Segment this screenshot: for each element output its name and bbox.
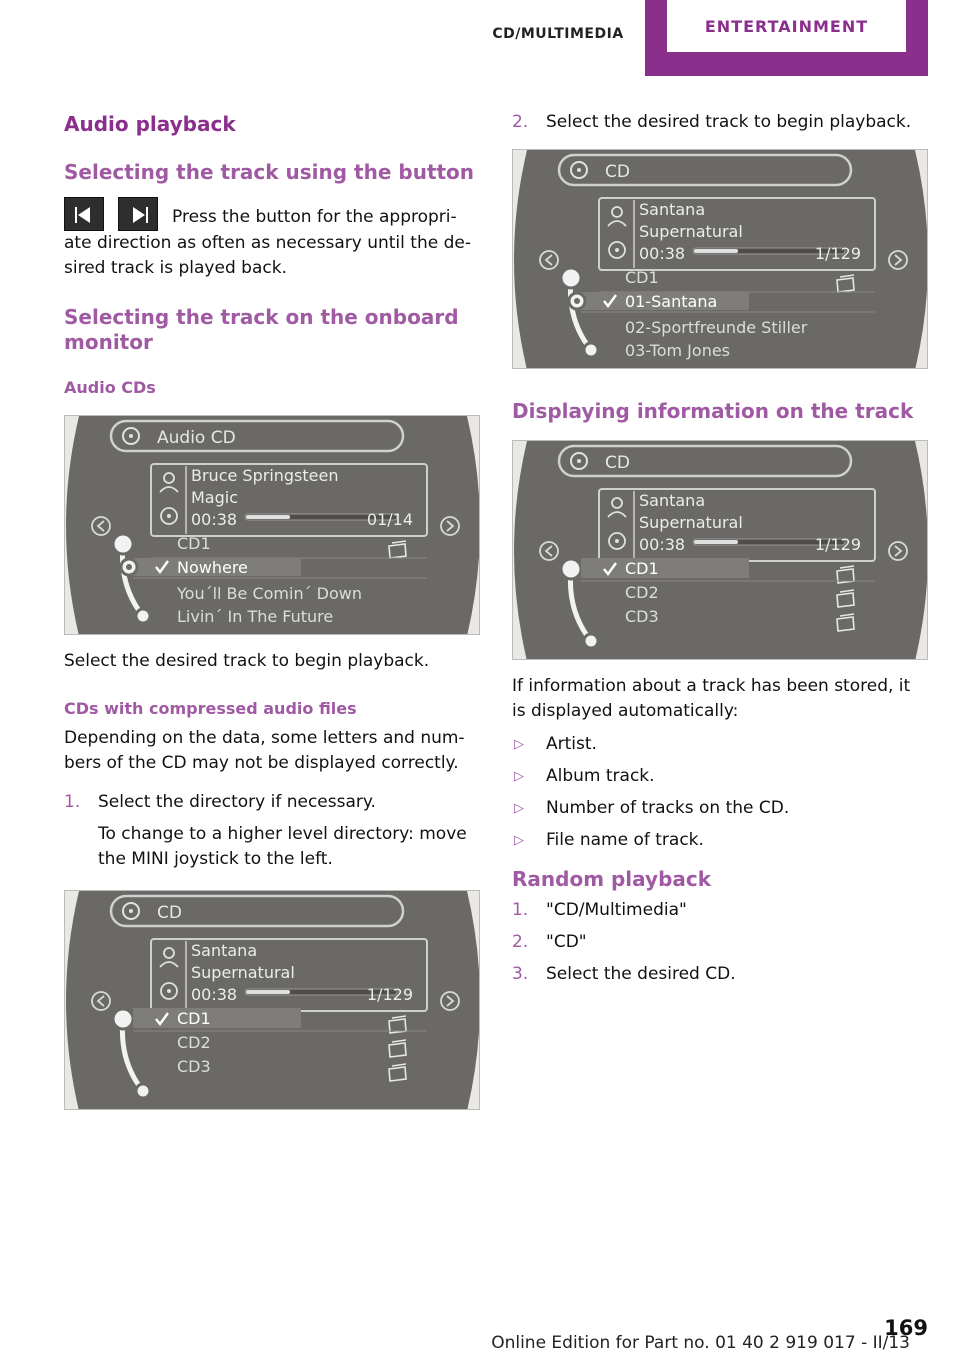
- list-row: 03-Tom Jones: [625, 341, 731, 360]
- heading-compressed: CDs with compressed audio files: [64, 699, 357, 718]
- screen-count: 1/129: [814, 535, 861, 554]
- screen-cd-info: [512, 440, 928, 660]
- heading-select-onboard: Selecting the track on the onboard monitor: [64, 305, 459, 354]
- progress-fill: [694, 249, 738, 253]
- step-number: 1.: [512, 900, 529, 920]
- screen-album: Magic: [191, 488, 239, 507]
- screen-count: 01/14: [366, 510, 413, 529]
- footer-edition: Online Edition for Part no. 01 40 2 919 017 - II/13: [491, 1333, 910, 1353]
- bullet-marker-icon: ▷: [514, 769, 524, 784]
- bullet-item: [512, 764, 928, 789]
- screen-artist: Santana: [639, 491, 706, 510]
- list-row: CD3: [625, 607, 659, 626]
- step-text: Select the desired track to begin playback.: [546, 112, 912, 132]
- list-row: You´ll Be Comin´ Down: [177, 584, 363, 603]
- list-row: Livin´ In The Future: [177, 607, 334, 626]
- step-number: 2.: [512, 932, 529, 952]
- steps-list-left: [64, 790, 480, 872]
- screen-album: Supernatural: [191, 963, 295, 982]
- step-item: [512, 898, 928, 923]
- step-number: 3.: [512, 964, 529, 984]
- info-text: If information about a track has been stored, it is displayed automatically:: [512, 676, 911, 721]
- step-text: Select the directory if necessary.: [98, 792, 376, 812]
- screen-artist: Santana: [639, 200, 706, 219]
- screen-audio-cd: [64, 415, 480, 635]
- list-row-selected: 01-Santana: [625, 292, 718, 311]
- step-text: "CD/Multimedia": [546, 900, 687, 920]
- screen-title: CD: [605, 453, 630, 473]
- selection-highlight: [581, 558, 749, 578]
- random-steps: [512, 898, 928, 987]
- bullet-marker-icon: ▷: [514, 801, 524, 816]
- step-item: [512, 110, 928, 135]
- screen-time: 00:38: [191, 510, 238, 529]
- bullet-item: [512, 796, 928, 821]
- screen-album: Supernatural: [639, 222, 743, 241]
- bullet-item: [512, 732, 928, 757]
- screen-album: Supernatural: [639, 513, 743, 532]
- screen-time: 00:38: [639, 535, 686, 554]
- button-instruction: [64, 203, 480, 281]
- progress-fill: [246, 515, 290, 519]
- bullet-text: Number of tracks on the CD.: [546, 798, 790, 818]
- step-text: Select the desired CD.: [546, 964, 736, 984]
- list-row: CD3: [177, 1057, 211, 1076]
- screen-count: 1/129: [366, 985, 413, 1004]
- bullet-item: [512, 828, 928, 853]
- chapter-tab: [645, 0, 928, 76]
- step-text: "CD": [546, 932, 587, 952]
- screen-title: Audio CD: [157, 428, 236, 448]
- screen-time: 00:38: [191, 985, 238, 1004]
- right-column: [512, 110, 928, 994]
- list-row: CD1: [625, 268, 659, 287]
- button-instruction-text: Press the button for the appropri-ate direction as often as necessary until the de-sired track is played back.: [64, 207, 471, 278]
- screen-title: CD: [157, 903, 182, 923]
- step-number: 2.: [512, 112, 529, 132]
- chapter-tab-label: ENTERTAINMENT: [667, 0, 906, 52]
- info-bullets: [512, 732, 928, 853]
- left-column: [64, 110, 480, 1110]
- compressed-text: Depending on the data, some letters and num-bers of the CD may not be displayed correctly.: [64, 728, 465, 773]
- screen-artist: Santana: [191, 941, 258, 960]
- bullet-marker-icon: ▷: [514, 833, 524, 848]
- screen-count: 1/129: [814, 244, 861, 263]
- screen-cd-directory: [64, 890, 480, 1110]
- heading-select-button: Selecting the track using the button: [64, 160, 475, 184]
- previous-track-icon: [64, 197, 104, 231]
- list-row: 02-Sportfreunde Stiller: [625, 318, 808, 337]
- bullet-text: Album track.: [546, 766, 655, 786]
- step-subtext: To change to a higher level directory: move the MINI joystick to the left.: [98, 824, 467, 869]
- list-row-selected: CD1: [625, 559, 659, 578]
- list-row: CD2: [625, 583, 659, 602]
- list-row: CD1: [177, 534, 211, 553]
- step-item: [512, 962, 928, 987]
- heading-audio-cds: Audio CDs: [64, 378, 156, 397]
- step-number: 1.: [64, 792, 81, 812]
- select-track-text: Select the desired track to begin playback.: [64, 651, 430, 671]
- progress-fill: [694, 540, 738, 544]
- step-item: [64, 790, 480, 872]
- heading-audio-playback: Audio playback: [64, 112, 236, 136]
- next-track-icon: [118, 197, 158, 231]
- list-row-selected: Nowhere: [177, 558, 248, 577]
- heading-display-info: Displaying information on the track: [512, 399, 914, 423]
- bullet-marker-icon: ▷: [514, 737, 524, 752]
- screen-artist: Bruce Springsteen: [191, 466, 339, 485]
- steps-list-right: [512, 110, 928, 135]
- list-row: CD2: [177, 1033, 211, 1052]
- bullet-text: Artist.: [546, 734, 597, 754]
- list-row-selected: CD1: [177, 1009, 211, 1028]
- header-section-label: CD/MULTIMEDIA: [492, 26, 624, 42]
- page-number: 169: [884, 1316, 928, 1340]
- screen-title: CD: [605, 162, 630, 182]
- step-item: [512, 930, 928, 955]
- selection-highlight: [133, 1008, 301, 1028]
- screen-cd-tracks: [512, 149, 928, 369]
- bullet-text: File name of track.: [546, 830, 704, 850]
- progress-fill: [246, 990, 290, 994]
- heading-random: Random playback: [512, 867, 712, 891]
- screen-time: 00:38: [639, 244, 686, 263]
